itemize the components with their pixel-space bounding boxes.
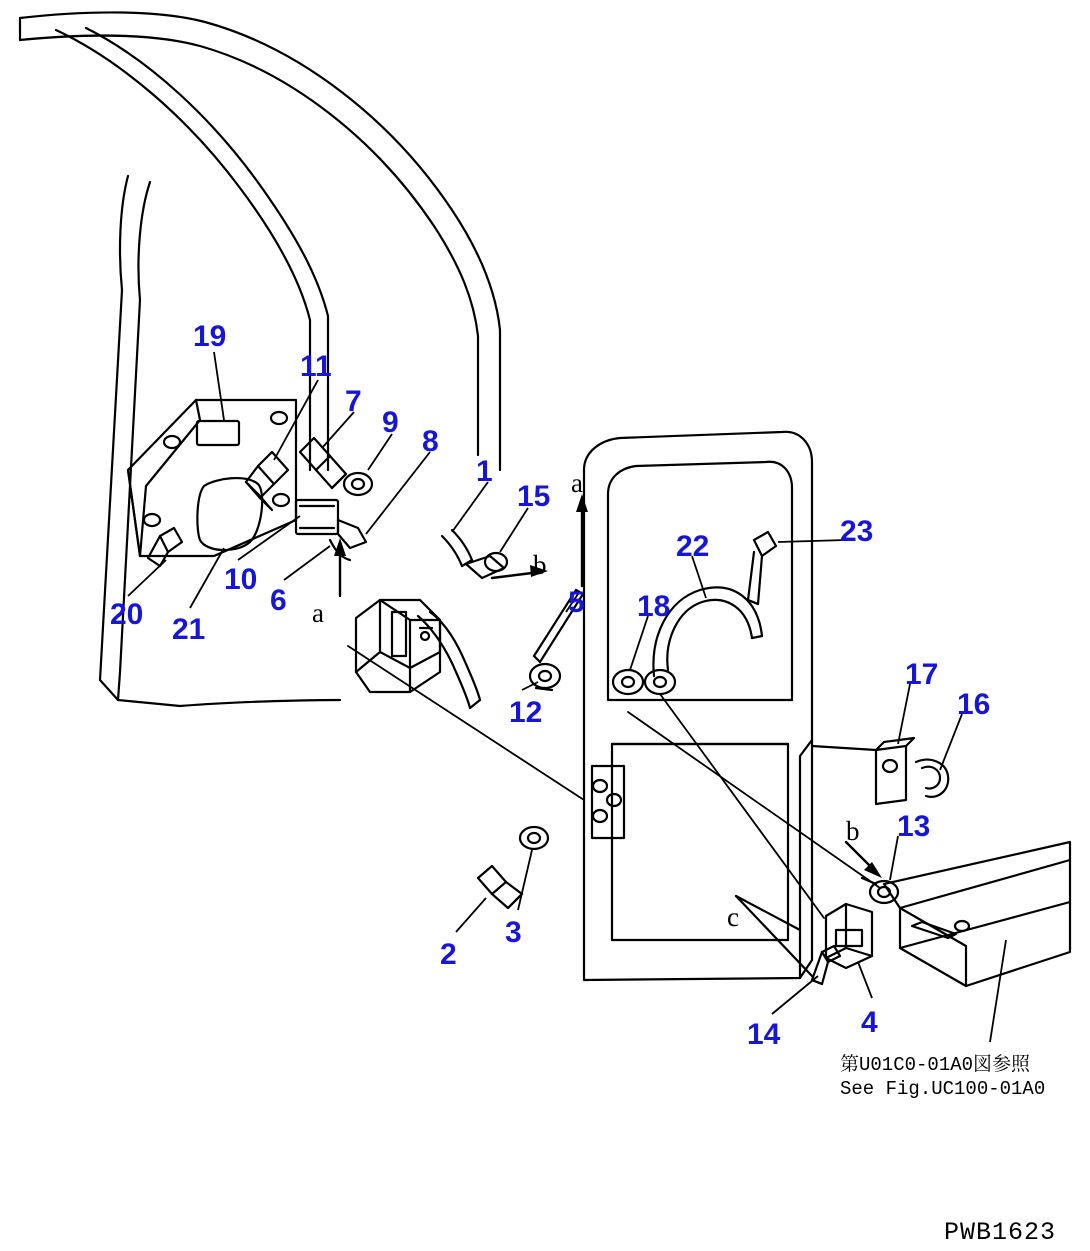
callout-2: 2 (440, 938, 457, 971)
callout-16: 16 (957, 688, 991, 721)
callout-11: 11 (300, 350, 332, 383)
callout-13: 13 (897, 810, 931, 843)
callout-3: 3 (505, 916, 522, 949)
figure-id: PWB1623 (944, 1218, 1057, 1247)
callout-20: 20 (110, 598, 144, 631)
reference-note-jp: 第U01C0-01A0図参照 (840, 1054, 1031, 1076)
callout-18: 18 (637, 590, 671, 623)
reference-note-en: See Fig.UC100-01A0 (840, 1078, 1046, 1100)
callout-23: 23 (840, 515, 874, 548)
callout-10: 10 (224, 563, 258, 596)
callout-4: 4 (861, 1006, 878, 1039)
callout-5: 5 (568, 586, 585, 619)
section-letter-a-left: a (312, 598, 324, 628)
callout-12: 12 (509, 696, 543, 729)
section-letter-b-center: b (533, 550, 547, 580)
callout-15: 15 (517, 480, 551, 513)
callout-14: 14 (747, 1018, 781, 1051)
callout-1: 1 (476, 455, 493, 488)
callout-6: 6 (270, 584, 287, 617)
section-letter-c: c (727, 902, 739, 932)
callout-7: 7 (345, 385, 362, 418)
callout-8: 8 (422, 425, 439, 458)
callout-19: 19 (193, 320, 227, 353)
callout-17: 17 (905, 658, 939, 691)
section-letter-b-right: b (846, 816, 860, 846)
callout-21: 21 (172, 613, 206, 646)
section-letter-a-top: a (571, 468, 583, 498)
callout-22: 22 (676, 530, 710, 563)
callout-9: 9 (382, 406, 399, 439)
